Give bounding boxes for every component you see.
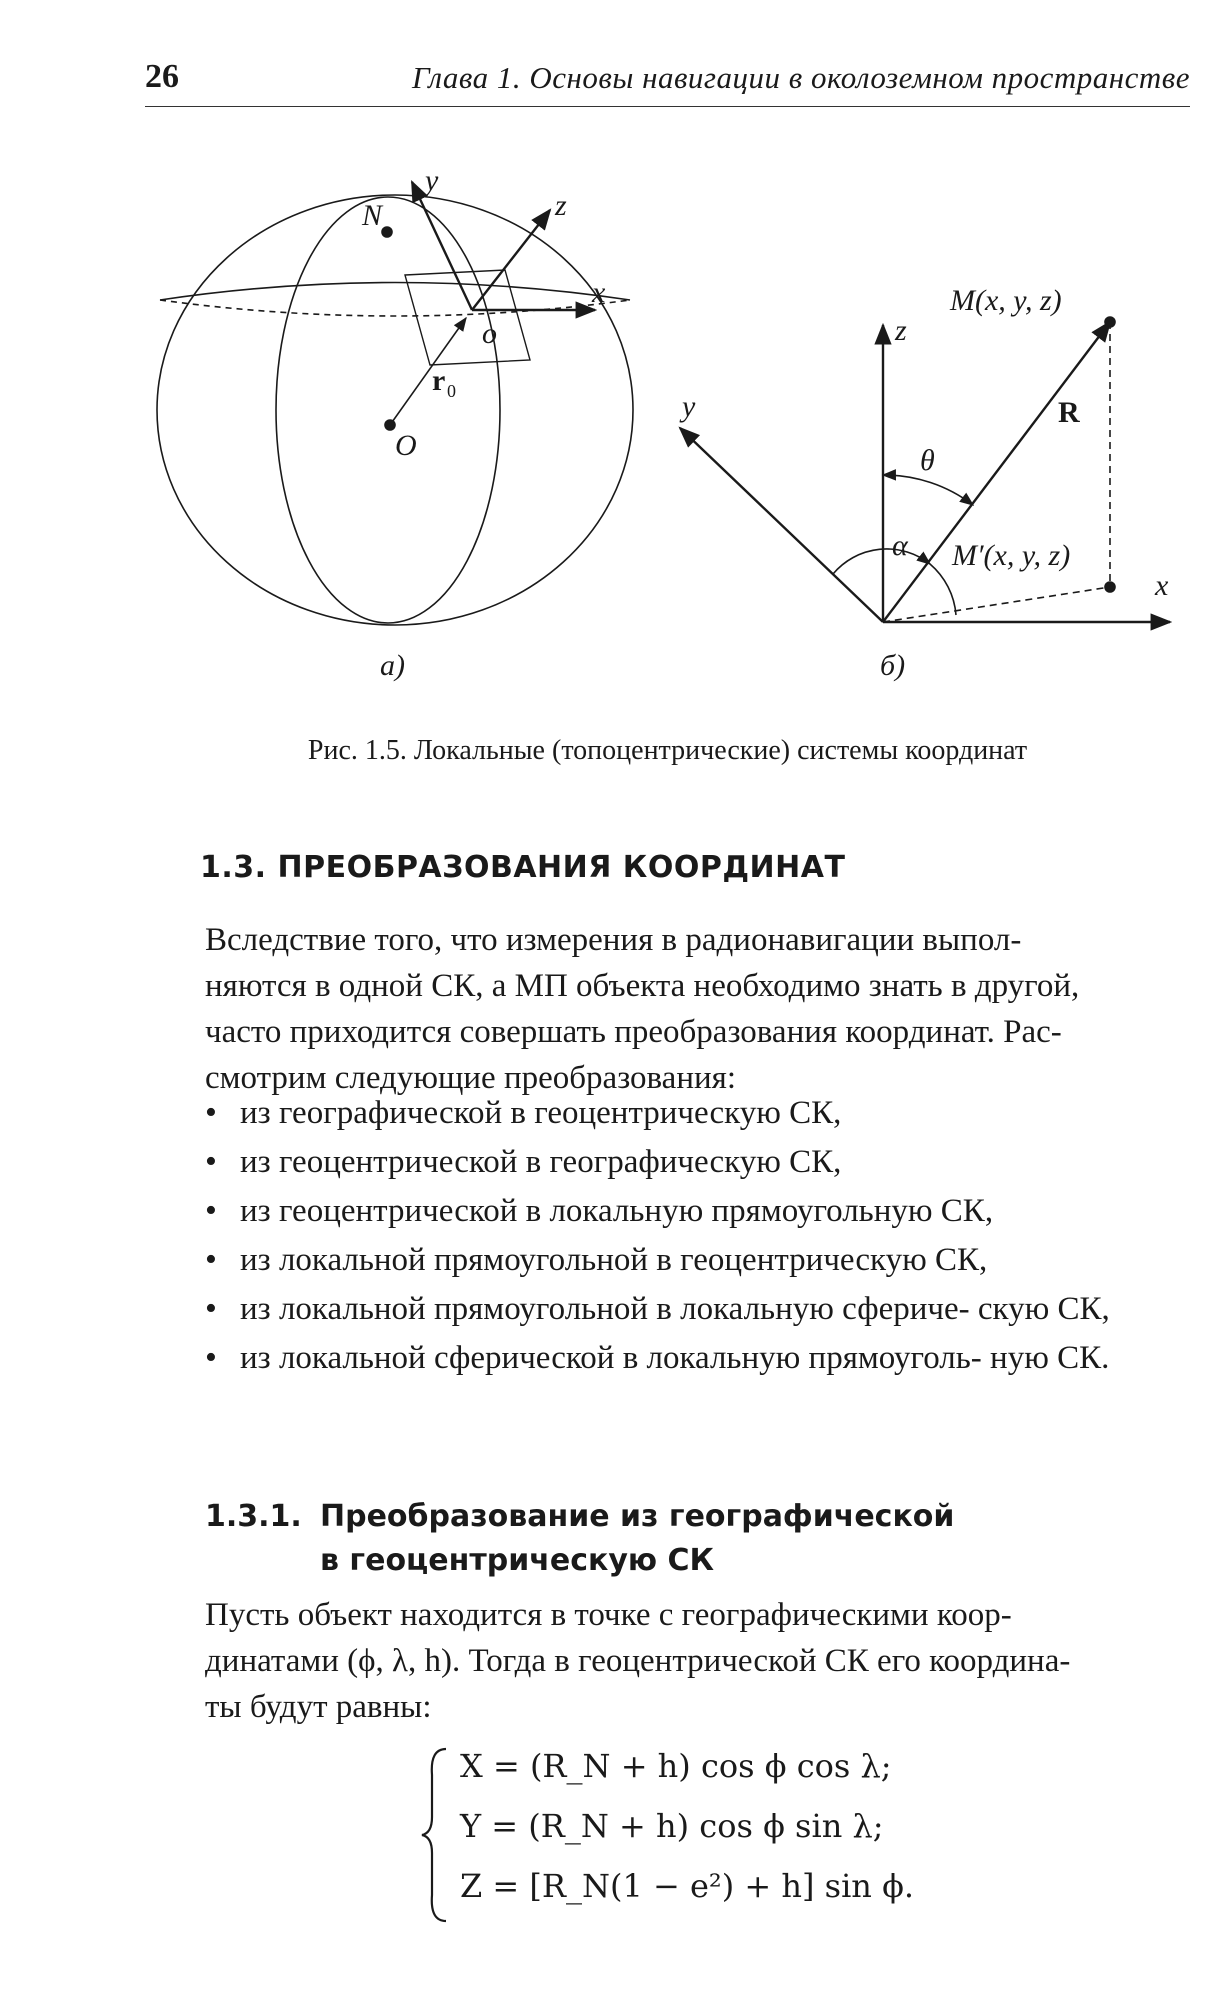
paragraph-line: смотрим следующие преобразования: xyxy=(205,1060,736,1096)
page-header xyxy=(145,58,1190,107)
y-axis-b xyxy=(680,428,883,622)
earth-ellipsoid xyxy=(157,195,633,625)
figure-caption: Рис. 1.5. Локальные (топоцентрические) системы координат xyxy=(307,735,1028,766)
label-r0-sub: 0 xyxy=(447,381,456,401)
label-x-b: x xyxy=(1155,569,1169,602)
north-pole-point xyxy=(382,227,392,237)
running-title: Глава 1. Основы навигации в околоземном пространстве xyxy=(411,60,1190,95)
label-o: o xyxy=(482,317,497,350)
center-point xyxy=(385,420,395,430)
list-item: • из географической в геоцентрическую СК, xyxy=(205,1090,1190,1136)
paragraph-line: динатами (ϕ, λ, h). Тогда в геоцентрической СК его координа- xyxy=(205,1643,1071,1679)
label-M: M(x, y, z) xyxy=(950,284,1062,317)
alpha-arc xyxy=(833,549,930,574)
label-Mprime: M′(x, y, z) xyxy=(952,539,1071,572)
label-z-b: z xyxy=(895,314,907,347)
label-theta: θ xyxy=(920,444,935,477)
sublabel-b: б) xyxy=(880,649,906,682)
label-alpha: α xyxy=(892,529,908,562)
meridian-ellipse xyxy=(276,197,500,623)
page-number: 26 xyxy=(145,58,179,95)
panel-a xyxy=(157,182,633,625)
r0-vector xyxy=(390,318,466,425)
formula-line-x: X = (R_N + h) cos ϕ cos λ; xyxy=(460,1747,892,1785)
paragraph-line: Вследствие того, что измерения в радионавигации выпол- xyxy=(205,922,1022,958)
section-paragraph xyxy=(205,917,1190,1101)
label-r0: r xyxy=(432,364,446,397)
formula-line-z: Z = [R_N(1 − e²) + h] sin ϕ. xyxy=(460,1867,915,1905)
label-y-a: y xyxy=(425,164,439,197)
label-R: R xyxy=(1058,396,1080,429)
list-item: • из локальной прямоугольной в геоцентрическую СК, xyxy=(205,1237,1190,1283)
parallel-front xyxy=(160,283,630,301)
list-item: • из геоцентрической в локальную прямоугольную СК, xyxy=(205,1188,1190,1234)
point-Mprime xyxy=(1105,582,1115,592)
paragraph-line: няются в одной СК, а МП объекта необходимо знать в другой, xyxy=(205,968,1080,1004)
formula-line-y: Y = (R_N + h) cos ϕ sin λ; xyxy=(460,1807,884,1845)
label-y-b: y xyxy=(682,390,696,423)
label-z-a: z xyxy=(555,189,567,222)
subsection-title-line2: в геоцентрическую СК xyxy=(320,1543,715,1578)
coordinate-formula xyxy=(420,1745,1020,1925)
sublabel-a: а) xyxy=(380,649,405,682)
list-item: • из локальной прямоугольной в локальную сфериче- скую СК, xyxy=(205,1286,1190,1332)
point-M xyxy=(1105,317,1115,327)
subsection-title-line1: Преобразование из географической xyxy=(320,1499,955,1534)
label-x-a: x xyxy=(592,276,606,309)
label-O: O xyxy=(395,429,417,462)
list-item: • из локальной сферической в локальную прямоуголь- ную СК. xyxy=(205,1335,1190,1381)
theta-arc xyxy=(883,475,973,505)
y-axis-a xyxy=(412,182,472,310)
subsection-heading xyxy=(205,1495,954,1583)
projection-line xyxy=(883,587,1110,622)
left-brace xyxy=(420,1745,450,1925)
list-item: • из геоцентрической в географическую СК, xyxy=(205,1139,1190,1185)
label-N: N xyxy=(362,199,383,232)
z-axis-a xyxy=(472,210,550,310)
figure-drawing xyxy=(140,160,1200,700)
figure-1-5 xyxy=(140,160,1200,700)
section-heading: 1.3. ПРЕОБРАЗОВАНИЯ КООРДИНАТ xyxy=(200,850,846,885)
parallel-back xyxy=(160,300,630,316)
conversion-list xyxy=(205,1090,1190,1384)
R-vector xyxy=(883,322,1110,622)
subsection-number: 1.3.1. xyxy=(205,1499,302,1534)
paragraph-line: Пусть объект находится в точке с географическими коор- xyxy=(205,1597,1012,1633)
paragraph-line: часто приходится совершать преобразования координат. Рас- xyxy=(205,1014,1062,1050)
paragraph-line: ты будут равны: xyxy=(205,1689,432,1725)
subsection-paragraph xyxy=(205,1592,1190,1730)
